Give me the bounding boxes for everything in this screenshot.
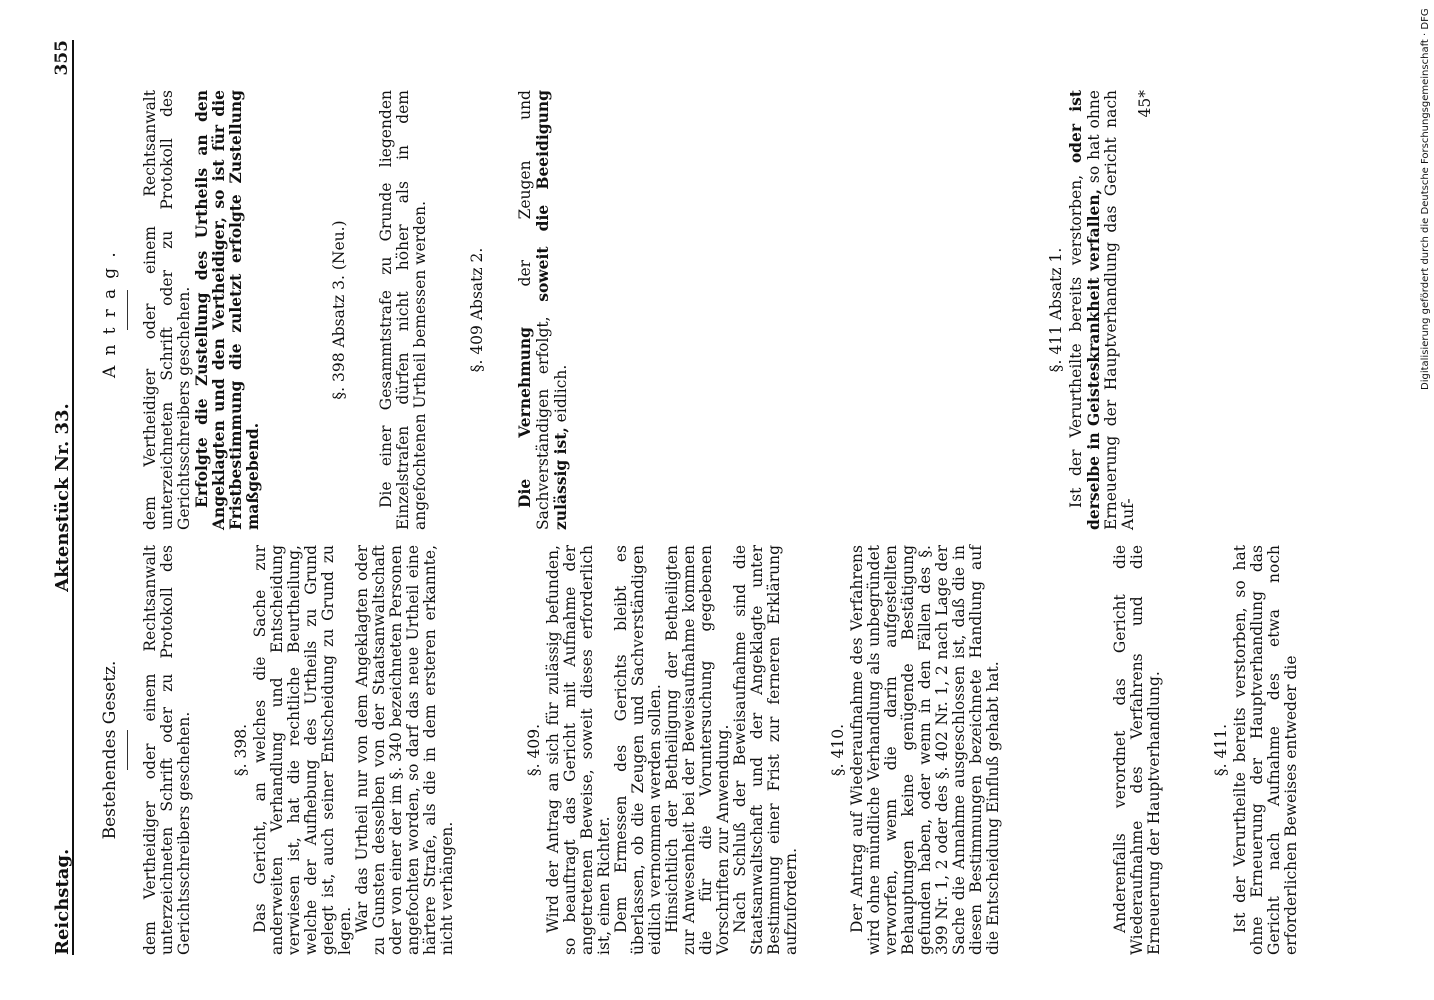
section-heading: §. 398. — [232, 723, 250, 777]
paragraph: dem Vertheidiger oder einem Rechtsanwalt unterzeichneten Schrift oder zu Protokoll des Gerichtsschreibers geschehen. — [141, 545, 193, 955]
paragraph: War das Urtheil nur von dem Angeklagten oder zu Gunsten desselben von der Staatsanwaltschaft oder von einer der im §. 340 bezeichneten Personen angefochten worden, so darf das neue Urtheil eine härtere Strafe, als die in dem ersteren erkannte, nicht verhängen. — [353, 545, 456, 955]
page-number: 355 — [52, 40, 72, 76]
column-title: Antrag. — [100, 242, 120, 379]
header-left: Reichstag. — [52, 848, 73, 955]
paragraph: Das Gericht, an welches die Sache zur anderweiten Verhandlung und Entscheidung verwiesen ist, hat die rechtliche Beurtheilung, welche der Aufhebung des Urtheils zu Grund gelegt ist, auch seiner Entscheidung zu Grund zu legen. — [251, 545, 354, 955]
section-heading: §. 409. — [525, 723, 543, 777]
text: so hat ohne Erneuerung der Hauptverhandlung das Gericht nach Auf- — [1085, 90, 1137, 530]
credit-text: Digitalisierung gefördert durch die Deutsche Forschungsgemeinschaft · DFG — [1420, 8, 1431, 390]
divider — [127, 290, 128, 330]
text: eidlich. — [552, 364, 570, 423]
signature-mark: 45* — [1136, 90, 1154, 118]
paragraph: Der Antrag auf Wiederaufnahme des Verfahrens wird ohne mündliche Verhandlung als unbegründet verworfen, wenn die darin aufgestellten Behauptungen keine genügende Bestätigung gefunden haben, oder wenn in den Fällen des §. 399 Nr. 1, 2 oder des §. 402 Nr. 1, 2 nach Lage der Sache die Annahme ausgeschlossen ist, daß die in diesen Bestimmungen bezeichnete Handlung auf die Entscheidung Einfluß gehabt hat. — [848, 545, 1002, 955]
paragraph: Wird der Antrag an sich für zulässig befunden, so beauftragt das Gericht mit Aufnahme der angetretenen Beweise, soweit dieses erforderlich ist, einen Richter. — [544, 545, 613, 955]
text: der Zeugen und Sachverständigen erfolgt, — [516, 90, 552, 530]
paragraph: Hinsichtlich der Betheiligung der Betheiligten zur Anwesenheit bei der Beweisaufnahme kommen die für die Voruntersuchung gegebenen Vorschriften zur Anwendung. — [663, 545, 732, 955]
paragraph: Anderenfalls verordnet das Gericht die Wiederaufnahme des Verfahrens und die Erneuerung der Hauptverhandlung. — [1111, 545, 1163, 955]
bold-text: oder ist derselbe in Geisteskrankheit verfallen, — [1066, 90, 1103, 530]
paragraph: Die einer Gesammtstrafe zu Grunde liegenden Einzelstrafen dürfen nicht höher als in dem angefochtenen Urtheil bemessen werden. — [377, 90, 429, 530]
bold-text: soweit die Beeidigung zulässig ist, — [533, 90, 570, 530]
divider — [127, 730, 128, 770]
header-center: Aktenstück Nr. 33. — [52, 403, 73, 592]
paragraph: Nach Schluß der Beweisaufnahme sind die Staatsanwaltschaft und der Angeklagte unter Bestimmung einer Frist zur ferneren Erklärung aufzufordern. — [731, 545, 800, 955]
digitization-credit — [1420, 10, 1434, 390]
text: Ist der Verurtheilte bereits verstorben, — [1067, 174, 1085, 508]
paragraph: Dem Ermessen des Gerichts bleibt es überlassen, ob die Zeugen und Sachverständigen eidlich vernommen werden sollen. — [612, 545, 664, 955]
column-proposal — [88, 90, 570, 530]
section-heading: §. 398 Absatz 3. (Neu.) — [330, 220, 348, 400]
section-heading: §. 411. — [1212, 723, 1230, 777]
column-title: Bestehendes Gesetz. — [100, 660, 120, 840]
paragraph: dem Vertheidiger oder einem Rechtsanwalt unterzeichneten Schrift oder zu Protokoll des Gerichtsschreibers geschehen. — [141, 90, 193, 530]
paragraph — [516, 90, 570, 530]
section-heading: §. 411 Absatz 1. — [1047, 247, 1065, 373]
section-heading: §. 409 Absatz 2. — [468, 247, 486, 373]
paragraph — [1067, 90, 1137, 530]
bold-text: Die Vernehmung — [515, 327, 534, 508]
column-proposal-411 — [1040, 90, 1154, 530]
column-existing-law — [88, 545, 1300, 955]
header-rule — [72, 40, 74, 955]
paragraph-bold: Erfolgte die Zustellung des Urtheils an den Angeklagten und den Vertheidiger, so ist für die Fristbestimmung die zuletzt erfolgte Zustellung maßgebend. — [192, 90, 262, 530]
section-heading: §. 410. — [829, 723, 847, 777]
paragraph: Ist der Verurtheilte bereits verstorben, so hat ohne Erneuerung der Hauptverhandlung das Gericht nach Aufnahme des etwa noch erforderlichen Beweises entweder die — [1231, 545, 1300, 955]
